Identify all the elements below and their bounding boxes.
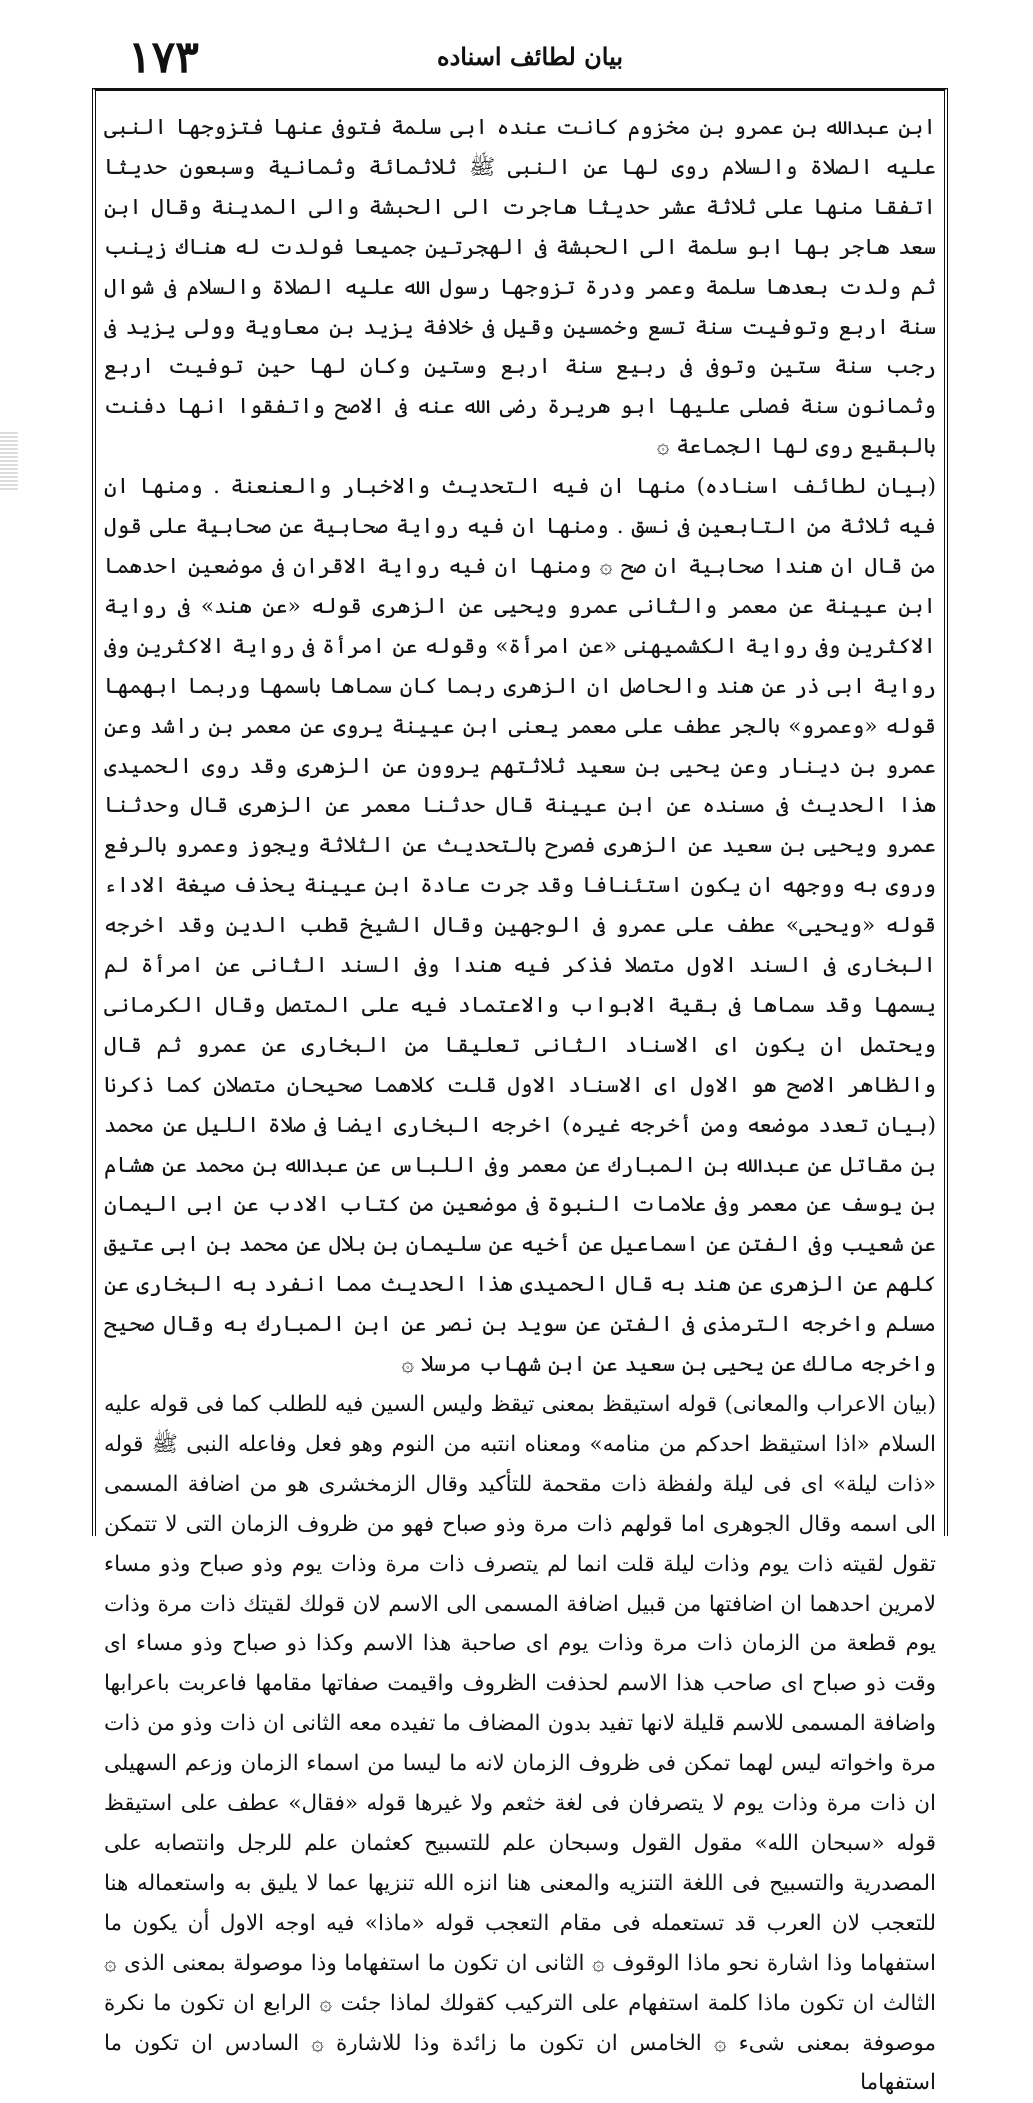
paragraph-biography: ابن عبدالله بن عمرو بن مخزوم كانت عنده ابى سلمة فتوفى عنها فتزوجها النبى عليه الصلاة والسلام روى لها عن النبى ﷺ ثلاثمائة وثمانية وسبعون حديثا اتفقا منها على ثلاثة عشر حديثا هاجرت الى الحبشة والى المدينة وقال ابن سعد هاجر بها ابو سلمة الى الحبشة فى الهجرتين جميعا فولدت له هناك زينب ثم ولدت بعدها سلمة وعمر ودرة تزوجها رسول الله عليه الصلاة والسلام فى شوال سنة اربع وتوفيت سنة تسع وخمسين وقيل فى خلافة يزيد بن معاوية وولى يزيد فى رجب سنة ستين وتوفى فى ربيع سنة اربع وستين وكان لها حين توفيت اربع وثمانون سنة فصلى عليها ابو هريرة رضى الله عنه فى الاصح واتفقوا انها دفنت بالبقيع روى لها الجماعة ۞ [104, 115, 936, 460]
paragraph-grammar-meanings: (بيان الاعراب والمعانى) قوله استيقظ بمعنى تيقظ وليس السين فيه للطلب كما فى قوله عليه السلام «اذا استيقظ احدكم من منامه» ومعناه انتبه من النوم وهو فعل وفاعله النبى ﷺ قوله «ذات ليلة» اى فى ليلة ولفظة ذات مقحمة للتأكيد وقال الزمخشرى هو من اضافة المسمى الى اسمه وقال الجوهرى اما قولهم ذات مرة وذو صباح فهو من ظروف الزمان التى لا تتمكن تقول لقيته ذات يوم وذات ليلة قلت انما لم يتصرف ذات مرة وذات يوم وذو صباح وذو مساء لامرين احدهما ان اضافتها من قبيل اضافة المسمى الى الاسم لان قولك لقيتك ذات مرة وذات يوم قطعة من الزمان ذات مرة وذات يوم اى صاحبة هذا الاسم وكذا ذو صباح وذو مساء اى وقت ذو صباح اى صاحب هذا الاسم لحذفت الظروف واقيمت صفاتها مقامها فاعربت باعرابها واضافة المسمى للاسم قليلة لانها تفيد بدون المضاف ما تفيده معه الثانى ان ذات وذو من ذات مرة واخواته ليس لهما تمكن فى ظروف الزمان لانه ما ليسا من اسماء الزمان وزعم السهيلى ان ذات مرة وذات يوم لا يتصرفان فى لغة خثعم ولا غيرها قوله «فقال» عطف على استيقظ قوله «سبحان الله» مقول القول وسبحان علم للتسبيح كعثمان علم للرجل وانتصابه على المصدرية والتسبيح فى اللغة التنزيه والمعنى هنا انزه الله تنزيها عما لا يليق به واستعماله هنا للتعجب لان العرب قد تستعمله فى مقام التعجب قوله «ماذا» فيه اوجه الاول أن يكون ما استفهاما وذا اشارة نحو ماذا الوقوف ۞ الثانى ان تكون ما استفهاما وذا موصولة بمعنى الذى ۞ الثالث ان تكون ماذا كلمة استفهام على التركيب كقولك لماذا جئت ۞ الرابع ان تكون ما نكرة موصوفة بمعنى شىء ۞ الخامس ان تكون ما زائدة وذا للاشارة ۞ السادس ان تكون ما استفهاما [104, 1392, 936, 2096]
running-title: بيان لطائف اسناده [437, 42, 623, 71]
scan-edge-mark [0, 430, 18, 490]
page-number: ١٧٣ [128, 32, 199, 83]
main-text-block [104, 108, 936, 2096]
paragraph-isnad-subtleties: (بيان لطائف اسناده) منها ان فيه التحديث والاخبار والعنعنة . ومنها ان فيه ثلاثة من التابعين فى نسق . ومنها ان فيه رواية صحابية عن صحابية على قول من قال ان هندا صحابية ان صح ۞ ومنها ان فيه رواية الاقران فى موضعين احدهما ابن عيينة عن معمر والثانى عمرو ويحيى عن الزهرى قوله «عن هند» فى رواية الاكثرين وفى رواية الكشميهنى «عن امرأة» وقوله عن امرأة فى رواية الاكثرين وفى رواية ابى ذر عن هند والحاصل ان الزهرى ربما كان سماها باسمها وربما ابهمها قوله «وعمرو» بالجر عطف على معمر يعنى ابن عيينة يروى عن معمر بن راشد وعن عمرو بن دينار وعن يحيى بن سعيد ثلاثتهم يروون عن الزهرى وقد روى الحميدى هذا الحديث فى مسنده عن ابن عيينة قال حدثنا معمر عن الزهرى قال وحدثنا عمرو ويحيى بن سعيد عن الزهرى فصرح بالتحديث عن الثلاثة ويجوز وعمرو بالرفع وروى به ووجهه ان يكون استئنافا وقد جرت عادة ابن عيينة يحذف صيغة الاداء قوله «ويحيى» عطف على عمرو فى الوجهين وقال الشيخ قطب الدين وقد اخرجه البخارى فى السند الاول متصلا فذكر فيه هندا وفى السند الثانى عن امرأة لم يسمها وقد سماها فى بقية الابواب والاعتماد فيه على المتصل وقال الكرمانى ويحتمل ان يكون اى الاسناد الثانى تعليقا من البخارى عن عمرو ثم قال والظاهر الاصح هو الاول اى الاسناد الاول قلت كلاهما صحيحان متصلان كما ذكرنا (بيان تعدد موضعه ومن أخرجه غيره) اخرجه البخارى ايضا فى صلاة الليل عن محمد بن مقاتل عن عبدالله بن المبارك عن معمر وفى اللباس عن عبدالله بن محمد عن هشام بن يوسف عن معمر وفى علامات النبوة فى موضعين من كتاب الادب عن ابى اليمان عن شعيب وفى الفتن عن اسماعيل عن أخيه عن سليمان بن بلال عن محمد بن ابى عتيق كلهم عن الزهرى عن هند به قال الحميدى هذا الحديث مما انفرد به البخارى عن مسلم واخرجه الترمذى فى الفتن عن سويد بن نصر عن ابن المبارك به وقال صحيح واخرجه مالك عن يحيى بن سعيد عن ابن شهاب مرسلا ۞ [104, 474, 936, 1378]
